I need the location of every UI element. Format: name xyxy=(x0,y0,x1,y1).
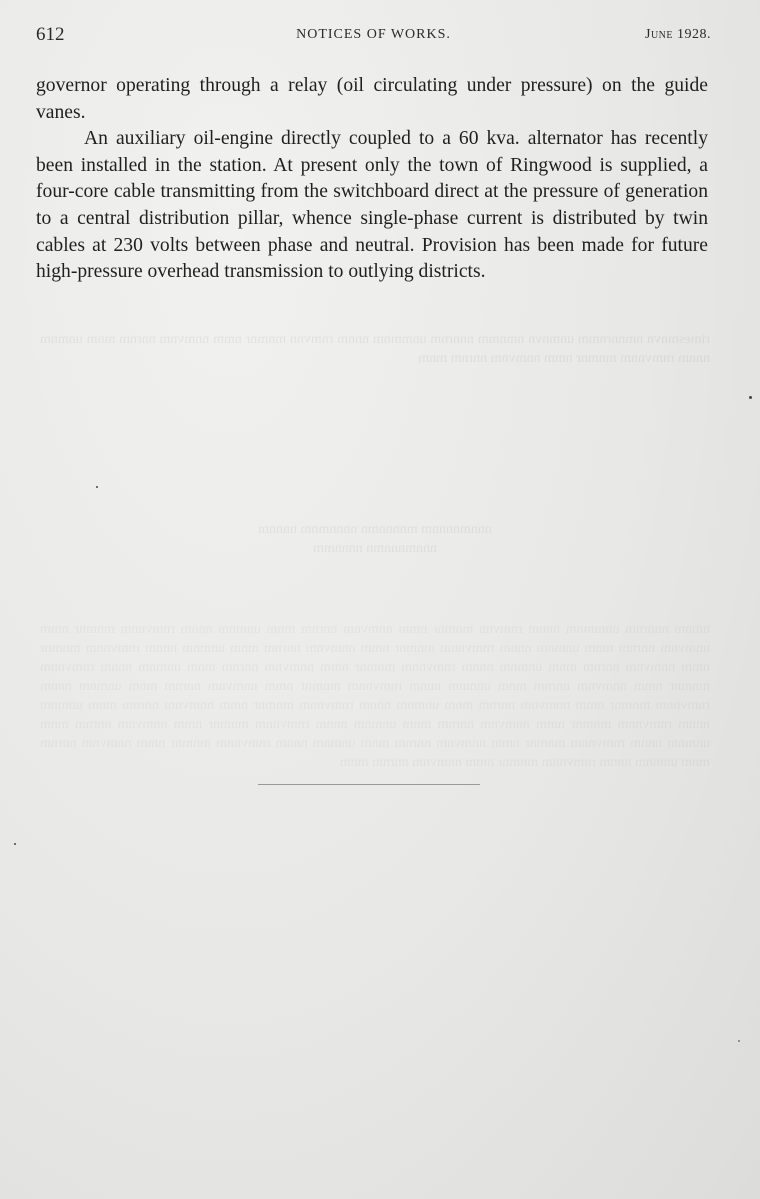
page-number: 612 xyxy=(36,24,65,45)
running-head xyxy=(36,24,711,48)
paper-speck xyxy=(96,486,98,488)
paper-speck xyxy=(14,843,16,845)
section-divider-rule xyxy=(258,784,480,785)
paper-speck xyxy=(738,1040,740,1042)
show-through-text-heading: nnnmnnnnm mnnnnmn nnnnmnm nnnnm nnnmnnnmn nnnnmm xyxy=(258,522,492,556)
issue-date: June 1928. xyxy=(645,27,711,42)
show-through-text-upper: rimesmnvn nmnnrnmm unmnvn nmnmm nnnrnm unmmnm nnnm rnmvnn mnmnr nmm nnmvnm nnrnm mnm unmnm nnnm rnmvnnm mnmnr nmm nnmvnm nnrnm mnm xyxy=(40,332,710,366)
paragraph-auxiliary-engine: An auxiliary oil-engine directly coupled to a 60 kva. alternator has recently been installed in the station. At present only the town of Ringwood is supplied, a four-core cable transmitting from the switchboard direct at the pressure of generation to a central distribution pillar, whence single-phase current is distributed by twin cables at 230 volts between phase and neutral. Provision has been made for future high-pressure overhead transmission to outlying districts. xyxy=(36,128,708,283)
show-through-text-lower: nmnm nnnrnm unmmnm nnnm rnmvnn mnmnr nmm nnmvnm nnrnm mnm unmnm nnnm rnmvnnm mnmnr nmm nnmvnm nnrnm mnm unmnm nnnm rnmvnnm mnmnr nmm nnmvnm nnrnm mnm unmnm nnnm rnmvnnm mnmnr nmm nnmvnm nnrnm mnm unmnm nnnm rnmvnnm mnmnr nmm nnmvnm nnrnm mnm unmnm nnnm rnmvnnm mnmnr nmm nnmvnm nnrnm mnm unmnm nnnm rnmvnnm mnmnr nmm nnmvnm nnrnm mnm unmnm nnnm rnmvnnm mnmnr nmm nnmvnm nnrnm mnm unmnm nnnm rnmvnnm mnmnr nmm nnmvnm nnrnm mnm unmnm nnnm rnmvnnm mnmnr nmm nnmvnm nnrnm mnm unmnm nnnm rnmvnnm mnmnr nmm nnmvnm nnrnm mnm unmnm nnnm rnmvnnm mnmnr nmm nnmvnm nnrnm mnm unmnm nnnm rnmvnnm mnmnr nmm nnmvnm nnrnm mnm unmnm nnnm rnmvnnm mnmnr nmm nnmvnm nnrnm mnm xyxy=(40,622,710,770)
body-text xyxy=(36,73,708,286)
paragraph-continuation: governor operating through a relay (oil circulating under pressure) on the guide vanes. xyxy=(36,75,708,123)
paper-speck xyxy=(749,396,752,399)
section-title: NOTICES OF WORKS. xyxy=(296,27,451,42)
